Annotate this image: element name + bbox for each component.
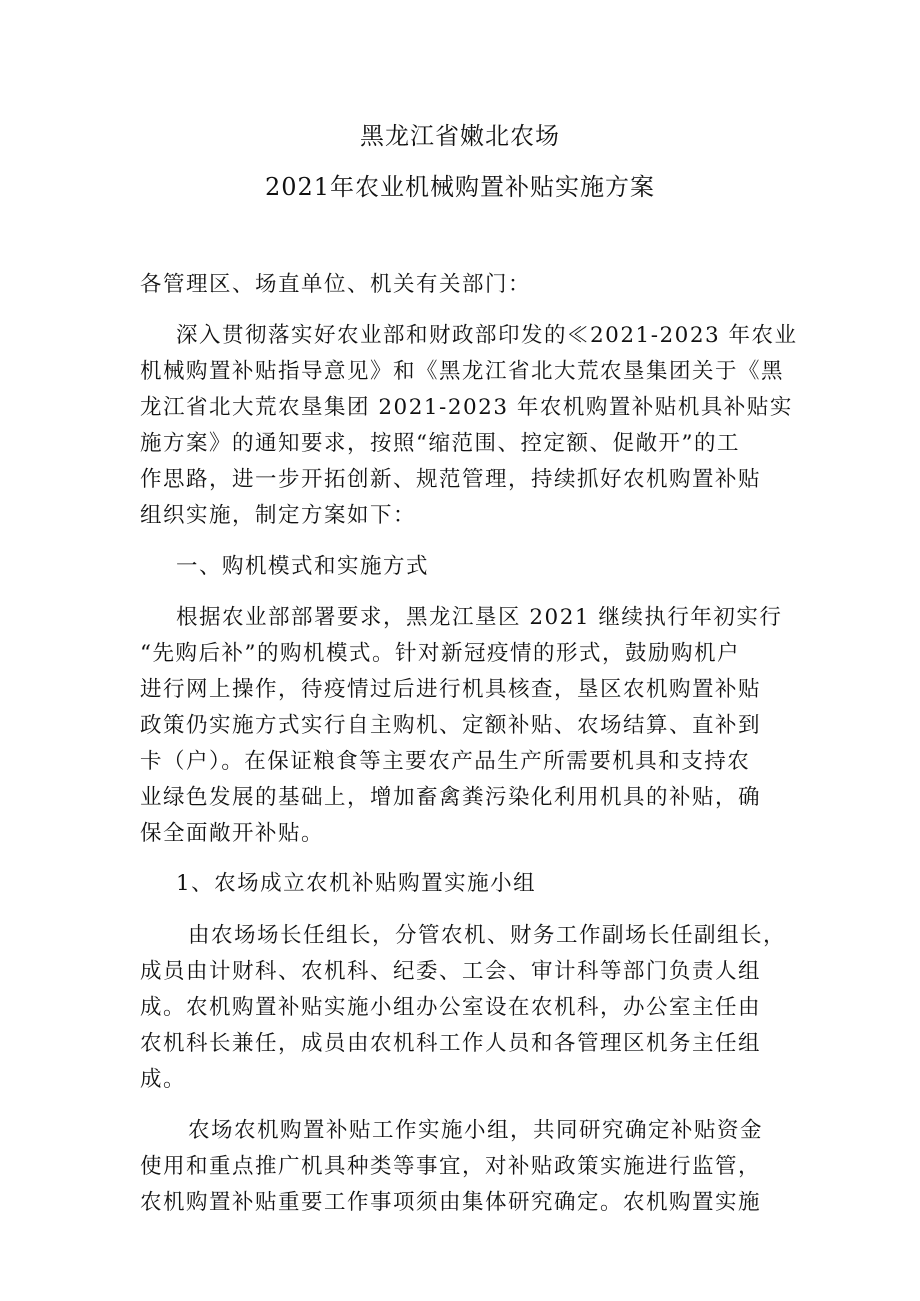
section1-line: 进行网上操作，待疫情过后进行机具核查，垦区农机购置补贴 [140, 677, 762, 702]
sub1-para1-line: 成员由计财科、农机科、纪委、工会、审计科等部门负责人组 [140, 959, 762, 984]
sub1-para1-line: 农机科长兼任，成员由农机科工作人员和各管理区机务主任组 [140, 1031, 762, 1056]
section1-line: 卡（户）。在保证粮食等主要农产品生产所需要机具和支持农 [140, 749, 751, 774]
section1-line: 保全面敞开补贴。 [140, 821, 325, 846]
sub1-para1-line: 由农场场长任组长，分管农机、财务工作副场长任副组长， [188, 923, 787, 948]
sub1-para2-line: 使用和重点推广机具种类等事宜，对补贴政策实施进行监管， [140, 1154, 762, 1179]
intro-line: 龙江省北大荒农垦集团 2021-2023 年农机购置补贴机具补贴实 [140, 395, 793, 420]
section1-line: 业绿色发展的基础上，增加畜禽粪污染化利用机具的补贴，确 [140, 785, 762, 810]
document-title-line2: 2021年农业机械购置补贴实施方案 [264, 173, 656, 201]
intro-line: 组织实施，制定方案如下： [140, 503, 417, 528]
intro-line: 施方案》的通知要求，按照“缩范围、控定额、促敞开”的工 [140, 431, 740, 456]
sub1-para2-line: 农机购置补贴重要工作事项须由集体研究确定。农机购置实施 [140, 1190, 762, 1215]
sub1-para1-line: 成。农机购置补贴实施小组办公室设在农机科，办公室主任由 [140, 995, 762, 1020]
section1-line: 政策仍实施方式实行自主购机、定额补贴、农场结算、直补到 [140, 713, 762, 738]
section1-line: 根据农业部部署要求，黑龙江垦区 2021 继续执行年初实行 [176, 605, 783, 630]
section-heading: 一、购机模式和实施方式 [176, 554, 430, 579]
intro-line: 深入贯彻落实好农业部和财政部印发的≪2021-2023 年农业 [176, 323, 798, 348]
sub1-para1-line: 成。 [140, 1067, 187, 1092]
section1-line: “先购后补”的购机模式。针对新冠疫情的形式，鼓励购机户 [140, 641, 740, 666]
sub1-para2-line: 农场农机购置补贴工作实施小组，共同研究确定补贴资金 [188, 1118, 764, 1143]
subsection-heading: 1、农场成立农机补贴购置实施小组 [176, 871, 537, 896]
salutation: 各管理区、场直单位、机关有关部门： [140, 272, 532, 297]
intro-line: 作思路，进一步开拓创新、规范管理，持续抓好农机购置补贴 [140, 467, 762, 492]
intro-line: 机械购置补贴指导意见》和《黑龙江省北大荒农垦集团关于《黑 [140, 359, 785, 384]
document-title-line1: 黑龙江省嫩北农场 [360, 122, 560, 150]
